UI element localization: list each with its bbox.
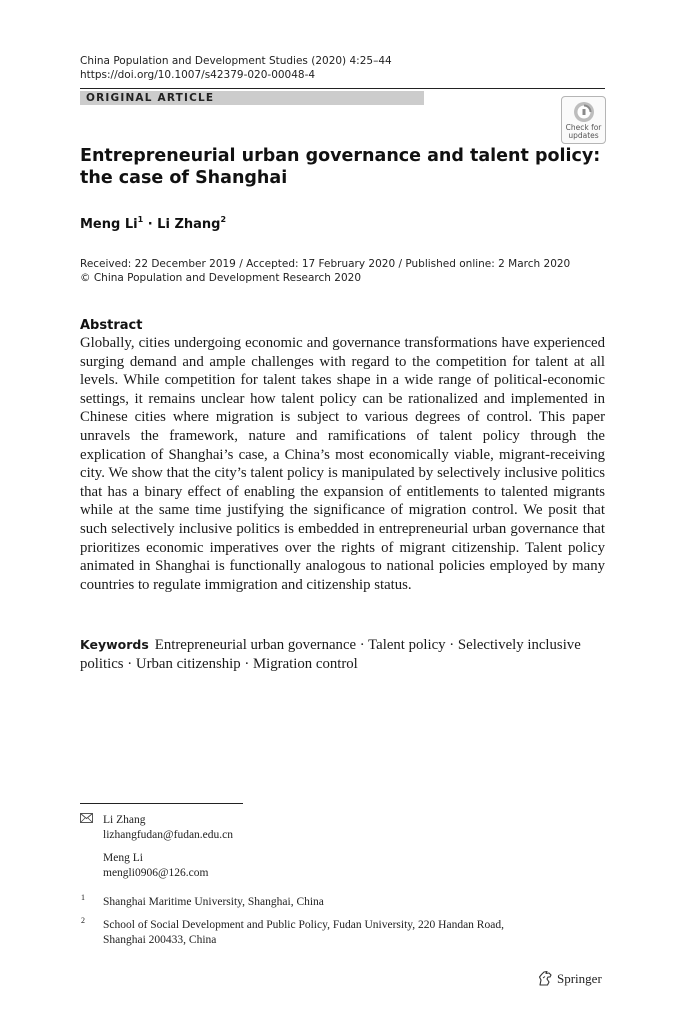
copyright-line: © China Population and Development Research 2020: [80, 272, 362, 284]
abstract-heading: Abstract: [80, 318, 143, 333]
envelope-icon: [80, 813, 93, 823]
affiliation-text: Shanghai Maritime University, Shanghai, China: [103, 896, 324, 908]
check-updates-line1: Check for: [565, 123, 602, 132]
affiliation-text-line2: Shanghai 200433, China: [103, 934, 217, 946]
journal-citation: China Population and Development Studies (2020) 4:25–44: [80, 55, 392, 67]
affiliation-text-line1: School of Social Development and Public Policy, Fudan University, 220 Handan Road,: [103, 919, 504, 931]
publisher-name: Springer: [557, 971, 602, 986]
doi-link[interactable]: https://doi.org/10.1007/s42379-020-00048-4: [80, 69, 316, 81]
author-affiliation-mark: 1: [137, 215, 144, 224]
check-updates-line2: updates: [568, 131, 599, 140]
keywords-section: [80, 636, 605, 673]
footnote-rule: [80, 803, 243, 804]
abstract-text: Globally, cities undergoing economic and governance transformations have experienced surging demand and ample challenges with regard to the competition for talent at all levels. While competition for talent takes shape in a wide range of political-economic settings, it remains unclear how talent policy can be rationalized and implemented in Chinese cities where migration is subject to various degrees of control. This paper unravels the framework, nature and ramifications of talent policy through the explication of Shanghai’s case, a China’s most economically viable, migrant-receiving city. We show that the city’s talent policy is manipulated by selectively inclusive politics that has a binary effect of enabling the expansion of entitlements to talented migrants while at the same time justifying the significance of migration control. We posit that such selectively inclusive politics is embedded in entrepreneurial urban governance that prioritizes economic imperatives over the rights of migrant citizenship. Talent policy animated in Shanghai is functionally analogous to national policies employed by many countries to regulate immigration and citizenship status.: [80, 335, 605, 593]
keywords-label: Keywords: [80, 637, 149, 652]
article-title-line1: Entrepreneurial urban governance and talent policy:: [80, 146, 601, 166]
check-updates-icon: [573, 101, 595, 123]
publication-dates: Received: 22 December 2019 / Accepted: 17 February 2020 / Published online: 2 March 2020: [80, 258, 571, 270]
coauthor-name: Meng Li: [103, 852, 143, 864]
article-title-line2: the case of Shanghai: [80, 168, 288, 188]
corresponding-author-email[interactable]: lizhangfudan@fudan.edu.cn: [103, 829, 234, 841]
article-type-label: ORIGINAL ARTICLE: [86, 92, 215, 104]
affiliation-number: 2: [81, 916, 85, 925]
corresponding-author-name: Li Zhang: [103, 814, 146, 826]
coauthor-email[interactable]: mengli0906@126.com: [103, 867, 209, 879]
author-name[interactable]: Meng Li: [80, 217, 138, 232]
author-separator: ·: [143, 217, 158, 232]
author-affiliation-mark: 2: [220, 215, 227, 224]
affiliation-number: 1: [81, 893, 85, 902]
keywords-text: Entrepreneurial urban governance · Talent policy · Selectively inclusive politics · Urban citizenship · Migration control: [80, 637, 581, 672]
author-list: [80, 212, 226, 233]
author-name[interactable]: Li Zhang: [157, 217, 221, 232]
check-for-updates-badge[interactable]: [561, 96, 606, 144]
header-rule: [80, 88, 605, 89]
springer-horse-icon: [537, 970, 554, 987]
